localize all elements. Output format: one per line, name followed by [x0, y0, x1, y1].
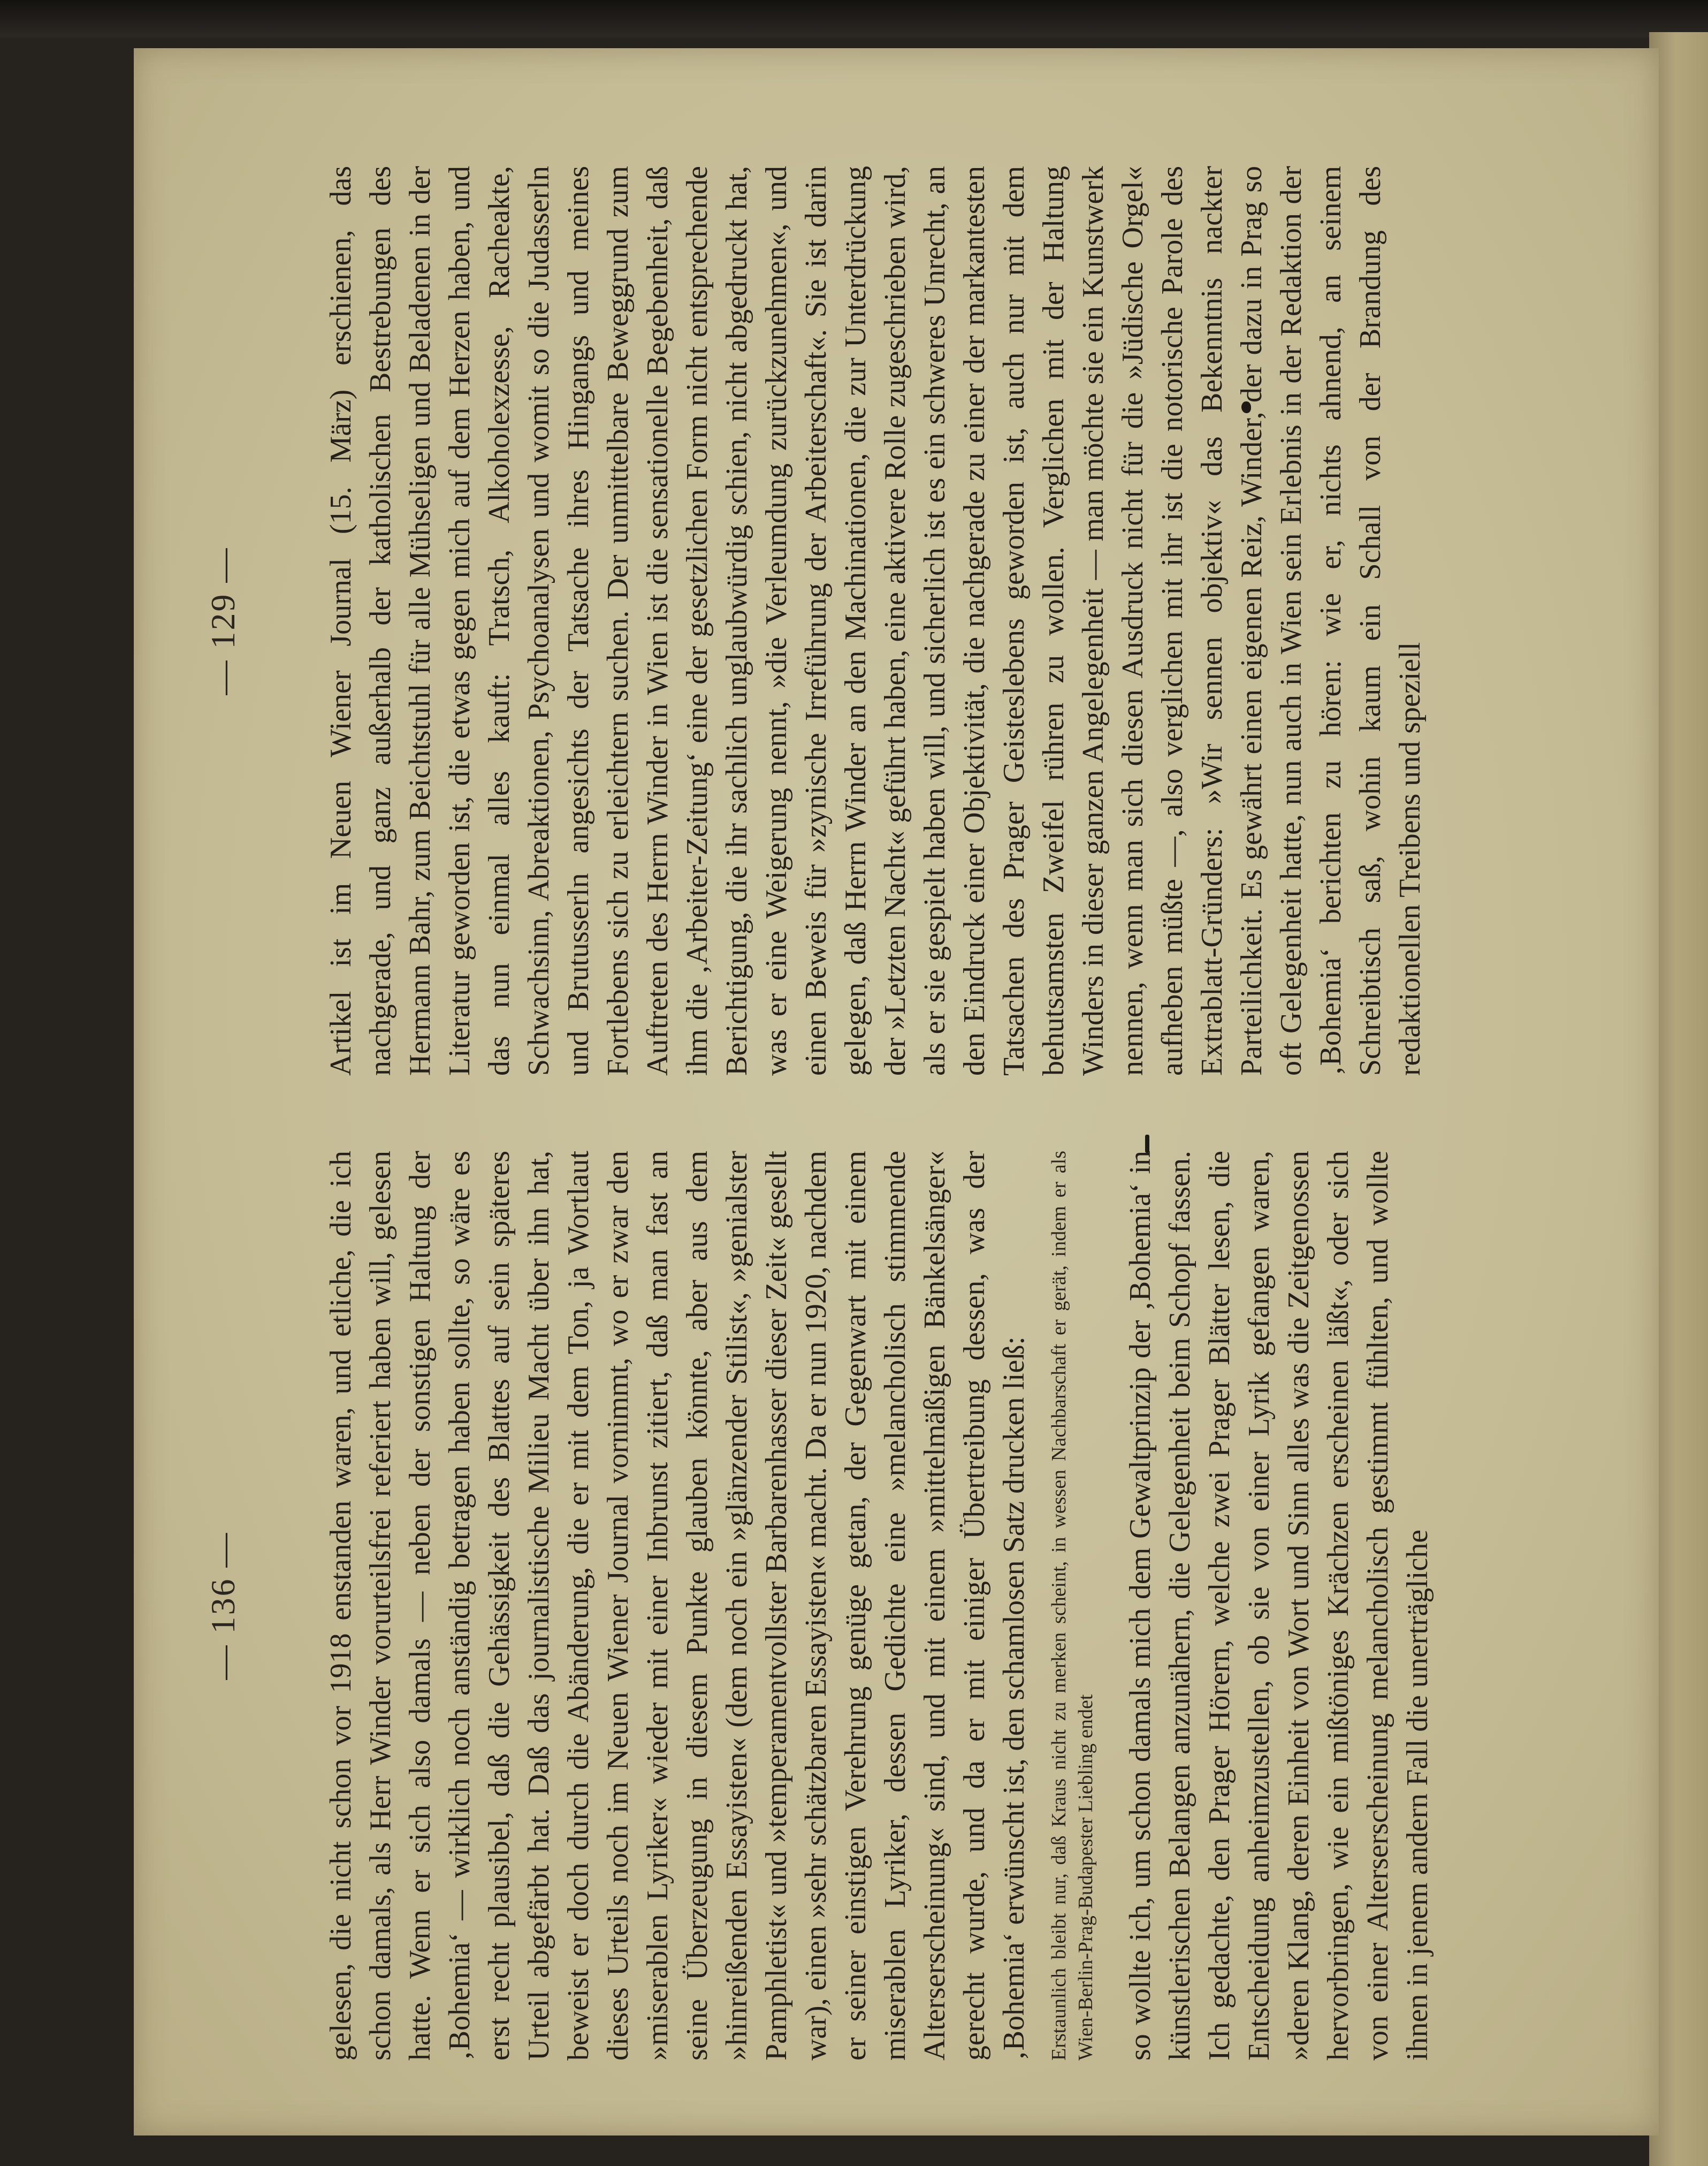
scan-top-shadow	[0, 0, 1708, 37]
paragraph: gelesen, die nicht schon vor 1918 enstanden waren, und etliche, die ich schon damals, als Herr Winder vorurteilsfrei referiert haben will, gelesen hatte. Wenn er sich also damals — neben der sonstigen Haltung der ‚Bohemia‘ — wirklich noch anständig betragen haben sollte, so wäre es erst recht plausibel, daß die Gehässigkeit des Blattes auf sein späteres Urteil abgefärbt hat. Daß das journalistische Milieu Macht über ihn hat, beweist er doch durch die Abänderung, die er mit dem Ton, ja Wortlaut dieses Urteils noch im Neuen Wiener Journal vornimmt, wo er zwar den »miserablen Lyriker« wieder mit einer Inbrunst zitiert, daß man fast an seine Überzeugung in diesem Punkte glauben könnte, aber aus dem »hinreißenden Essayisten« (dem noch ein »glänzender Stilist«, »genialster Pamphletist« und »temperamentvollster Barbarenhasser dieser Zeit« gesellt war), einen »sehr schätzbaren Essayisten« macht. Da er nun 1920, nachdem er seiner einstigen Verehrung genüge getan, der Gegenwart mit einem miserablen Lyriker, dessen Gedichte eine »melancholisch stimmende Alterserscheinung« sind, und mit einem »mittelmäßigen Bänkelsänger« gerecht wurde, und da er mit einiger Übertreibung dessen, was der ‚Bohemia‘ erwünscht ist, den schamlosen Satz drucken ließ:	[324, 1151, 1031, 2061]
text-column	[321, 1151, 1437, 2061]
page-129	[128, 145, 1466, 1097]
rotated-spread	[128, 155, 1466, 2103]
paragraph: so wollte ich, um schon damals mich dem Gewaltprinzip der ‚Bohemia‘ in künstlerischen Belangen anzunähern, die Gelegenheit beim Schopf fassen. Ich gedachte, den Prager Hörern, welche zwei Prager Blätter lesen, die Entscheidung anheimzustellen, ob sie von einer Lyrik gefangen waren, »deren Klang, deren Einheit von Wort und Sinn alles was die Zeitgenossen hervorbringen, wie ein mißtöniges Krächzen erscheinen läßt«, oder sich von einer Alterserscheinung melancholisch gestimmt fühlten, und wollte ihnen in jenem andern Fall die unerträgliche	[1124, 1151, 1434, 2061]
footnote: Erstaunlich bleibt nur, daß Kraus nicht zu merken scheint, in wessen Nachbarschaft er gerät, indem er als Wien-Berlin-Prag-Budapester Liebling endet	[1048, 1151, 1097, 2061]
paragraph: Artikel ist im Neuen Wiener Journal (15. März) erschienen, das nachgerade, und ganz außerhalb der katholischen Bestrebungen des Hermann Bahr, zum Beichtstuhl für alle Mühseligen und Beladenen in der Literatur geworden ist, die etwas gegen mich auf dem Herzen haben, und das nun einmal alles kauft: Tratsch, Alkoholexzesse, Racheakte, Schwachsinn, Abreaktionen, Psychoanalysen und womit so die Judasserln und Brutusserln angesichts der Tatsache ihres Hingangs und meines Fortlebens sich zu erleichtern suchen. Der unmittelbare Beweggrund zum Auftreten des Herrn Winder in Wien ist die sensationelle Begebenheit, daß ihm die ‚Arbeiter-Zeitung‘ eine der gesetzlichen Form nicht entsprechende Berichtigung, die ihr sachlich unglaubwürdig schien, nicht abgedruckt hat, was er eine Weigerung nennt, »die Verleumdung zurückzunehmen«, und einen Beweis für »zynische Irreführung der Arbeiterschaft«. Sie ist darin gelegen, daß Herrn Winder an den Machinationen, die zur Unterdrückung der »Letzten Nacht« geführt haben, eine aktivere Rolle zugeschrieben wird, als er sie gespielt haben will, und sicherlich ist es ein schweres Unrecht, an den Eindruck einer Objektivität, die nachgerade zu einer der markantesten Tatsachen des Prager Geisteslebens geworden ist, auch nur mit dem behutsamsten Zweifel rühren zu wollen. Verglichen mit der Haltung Winders in dieser ganzen Angelegenheit — man möchte sie ein Kunstwerk nennen, wenn man sich diesen Ausdruck nicht für die »Jüdische Orgel« aufheben müßte —, also verglichen mit ihr ist die notorische Parole des Extrablatt-Gründers: »Wir sennen objektiv« das Bekenntnis nackter Parteilichkeit. Es gewährt einen eigenen Reiz, Winder, der dazu in Prag so oft Gelegenheit hatte, nun auch in Wien sein Erlebnis in der Redaktion der ‚Bohemia‘ berichten zu hören: wie er, nichts ahnend, an seinem Schreibtisch saß, wohin kaum ein Schall von der Brandung des redaktionellen Treibens und speziell	[324, 166, 1427, 1076]
page-136	[128, 1129, 1466, 2082]
page-number: — 136 —	[204, 1531, 242, 1680]
text-column	[321, 166, 1430, 1076]
page-number: — 129 —	[204, 546, 242, 695]
